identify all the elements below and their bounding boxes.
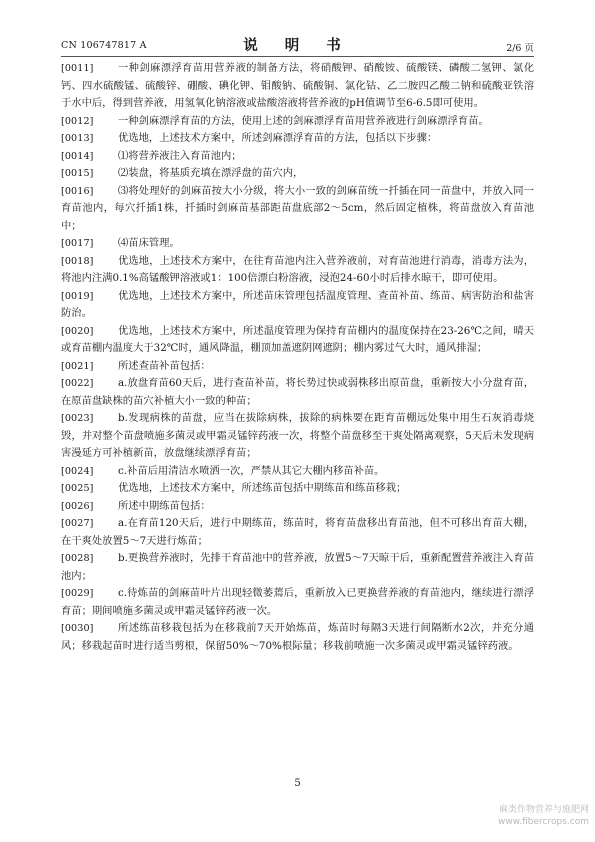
paragraph — [61, 165, 534, 183]
paragraph-number: [0020] — [61, 325, 94, 337]
watermark — [498, 804, 589, 828]
paragraph-number: [0018] — [61, 255, 94, 267]
paragraph-number: [0023] — [61, 413, 94, 424]
paragraph-number: [0030] — [61, 623, 94, 634]
paragraph-text: 优选地，上述技术方案中，所述苗床管理包括温度管理、查苗补苗、练苗、病害防治和盐害防治。 — [61, 289, 534, 319]
paragraph — [61, 148, 534, 166]
paragraph-text: b.更换营养液时，先排干育苗池中的营养液，放置5～7天晾干后，重新配置营养液注入育苗池内； — [61, 552, 534, 582]
paragraph-text: 优选地，上述技术方案中，所述温度管理为保持育苗棚内的温度保持在23-26℃之间，晴天或育苗棚内温度大于32℃时，通风降温，棚顶加盖遮阴网遮阴；棚内雾过气大时，通风排湿； — [61, 324, 534, 354]
paragraph — [61, 113, 534, 131]
paragraph-number: [0021] — [61, 360, 94, 372]
paragraph-number: [0024] — [61, 465, 94, 477]
paragraph-text: a.放盘育苗60天后，进行查苗补苗，将长势过快或弱株移出原苗盘，重新按大小分盘育苗，在原苗盘缺株的苗穴补植大小一致的种苗； — [61, 377, 534, 407]
paragraph-number: [0027] — [61, 518, 94, 529]
paragraph-text: 所述练苗移栽包括为在移栽前7天开始炼苗，炼苗时每隔3天进行间隔断水2次，并充分通风；移栽起苗时进行适当剪根，保留50%～70%根际量；移栽前喷施一次多菌灵或甲霜灵锰锌药液。 — [61, 622, 534, 652]
paragraph-text: 优选地，上述技术方案中，所述剑麻漂浮育苗的方法，包括以下步骤： — [118, 132, 438, 144]
watermark-url: www.fibercrops.com — [498, 817, 589, 827]
paragraph — [61, 323, 534, 358]
paragraph — [61, 60, 534, 113]
paragraph-number: [0015] — [61, 168, 94, 179]
paragraph-number: [0022] — [61, 378, 94, 389]
header-divider — [61, 56, 534, 57]
paragraph-text: ⑶将处理好的剑麻苗按大小分级，将大小一致的剑麻苗统一扦插在同一苗盘中，并放入同一育苗池内，每穴扦插1株，扦插时剑麻苗基部距苗盘底部2～5cm，然后固定植株，将苗盘放入育苗池中； — [61, 184, 534, 232]
paragraph-number: [0014] — [61, 150, 94, 162]
paragraph — [61, 235, 534, 253]
paragraph — [61, 375, 534, 410]
paragraph — [61, 288, 534, 323]
paragraph — [61, 515, 534, 550]
paragraph-text: 一种剑麻漂浮育苗的方法，使用上述的剑麻漂浮育苗用营养液进行剑麻漂浮育苗。 — [118, 114, 489, 127]
paragraph — [61, 480, 534, 498]
paragraph — [61, 463, 534, 481]
paragraph-text: 优选地，上述技术方案中，在往育苗池内注入营养液前，对育苗池进行消毒，消毒方法为，将池内注满0.1%高锰酸钾溶液或1：100倍漂白粉溶液，浸泡24-60小时后排水晾干，即可使用。 — [61, 254, 534, 284]
paragraph-text: 所述查苗补苗包括： — [118, 359, 211, 372]
page-header — [61, 34, 534, 56]
paragraph — [61, 253, 534, 288]
document-body — [61, 60, 534, 655]
paragraph — [61, 550, 534, 585]
paragraph-number: [0017] — [61, 238, 94, 249]
paragraph-number: [0012] — [61, 115, 94, 127]
paragraph — [61, 585, 534, 620]
paragraph-text: 所述中期练苗包括： — [118, 499, 211, 512]
paragraph-number: [0028] — [61, 553, 94, 564]
paragraph — [61, 410, 534, 463]
paragraph — [61, 498, 534, 516]
paragraph-number: [0013] — [61, 133, 94, 144]
paragraph-text: ⑵装盘，将基质充填在漂浮盘的苗穴内， — [118, 167, 304, 179]
paragraph-number: [0019] — [61, 290, 94, 302]
paragraph — [61, 130, 534, 148]
page-number: 5 — [294, 778, 301, 789]
paragraph — [61, 183, 534, 236]
paragraph-text: a.在育苗120天后，进行中期练苗，练苗时，将育苗盘移出育苗池，但不可移出育苗大棚，在干爽处放置5～7天进行炼苗； — [61, 517, 534, 547]
paragraph-number: [0026] — [61, 500, 94, 512]
page-indicator: 2/6 页 — [506, 43, 534, 54]
paragraph-text: c.补苗后用清洁水喷洒一次，严禁从其它大棚内移苗补苗。 — [118, 464, 385, 477]
paragraph-number: [0011] — [61, 63, 94, 74]
paragraph — [61, 358, 534, 376]
paragraph-text: c.待炼苗的剑麻苗叶片出现轻微萎蔫后，重新放入已更换营养液的育苗池内，继续进行漂浮育苗；期间喷施多菌灵或甲霜灵锰锌药液一次。 — [61, 587, 534, 617]
paragraph-number: [0016] — [61, 185, 94, 197]
paragraph-text: 一种剑麻漂浮育苗用营养液的制备方法，将硝酸钾、硝酸铵、硫酸镁、磷酸二氢钾、氯化钙、四水硫酸锰、硫酸锌、硼酸、碘化钾、钼酸钠、硫酸铜、氯化钴、乙二胺四乙酸二钠和硫酸亚铁溶于水中后，得到营养液，用氢氧化钠溶液或盐酸溶液将营养液的pH值调节至6-6.5即可使用。 — [61, 62, 534, 109]
paragraph-text: b.发现病株的苗盘，应当在拔除病株，拔除的病株要在距育苗棚远处集中用生石灰消毒烧毁，并对整个苗盘喷施多菌灵或甲霜灵锰锌药液一次，将整个苗盘移至干爽处隔离观察，5天后未发现病害漫延方可补植新苗，放盘继续漂浮育苗； — [61, 412, 534, 459]
paragraph-text: 优选地，上述技术方案中，所述练苗包括中期练苗和练苗移栽； — [118, 482, 407, 494]
paragraph-number: [0025] — [61, 483, 94, 494]
document-title: 说 明 书 — [243, 37, 352, 54]
paragraph-number: [0029] — [61, 588, 94, 599]
paragraph-text: ⑷苗床管理。 — [118, 237, 180, 249]
watermark-title: 麻类作物营养与施肥网 — [498, 805, 589, 815]
patent-number: CN 106747817 A — [61, 40, 147, 51]
paragraph — [61, 620, 534, 655]
paragraph-text: ⑴将营养液注入育苗池内； — [118, 149, 242, 162]
